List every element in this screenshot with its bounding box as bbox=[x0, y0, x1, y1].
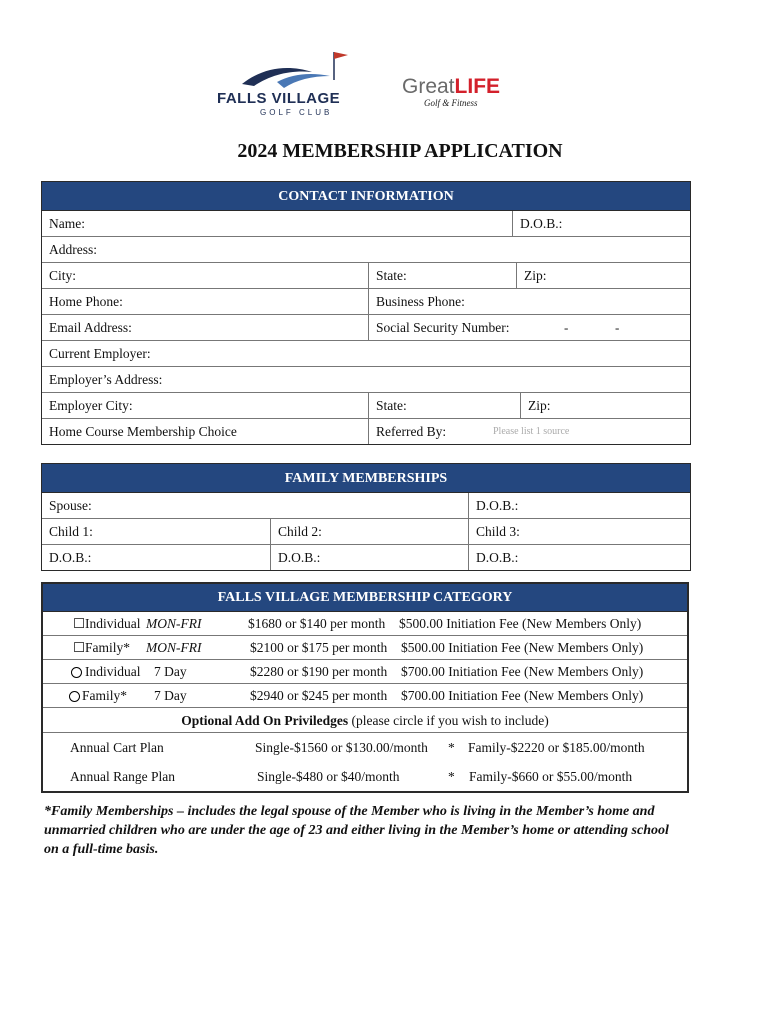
child-3-field[interactable]: Child 3: bbox=[468, 519, 690, 544]
optional-note: (please circle if you wish to include) bbox=[351, 713, 549, 728]
category-days: 7 Day bbox=[154, 688, 187, 703]
greatlife-logo bbox=[402, 76, 522, 110]
category-fee: $700.00 Initiation Fee (New Members Only) bbox=[401, 688, 644, 703]
state-field[interactable]: State: bbox=[368, 263, 516, 288]
family-header: FAMILY MEMBERSHIPS bbox=[42, 464, 690, 493]
business-phone-field[interactable]: Business Phone: bbox=[368, 289, 690, 314]
category-fee: $500.00 Initiation Fee (New Members Only) bbox=[399, 616, 642, 631]
addon-separator: * bbox=[448, 740, 455, 755]
row-employer-address bbox=[42, 367, 690, 393]
employer-city-field[interactable]: Employer City: bbox=[49, 398, 133, 413]
referred-by-field[interactable]: Referred By: bbox=[368, 419, 690, 444]
category-type: Individual bbox=[85, 664, 141, 679]
contact-header: CONTACT INFORMATION bbox=[42, 182, 690, 211]
addon-name: Annual Range Plan bbox=[70, 769, 175, 784]
email-field[interactable]: Email Address: bbox=[49, 320, 132, 335]
category-price: $2940 or $245 per month bbox=[250, 688, 388, 703]
spouse-field[interactable]: Spouse: bbox=[49, 498, 92, 513]
child-1-field[interactable]: Child 1: bbox=[49, 524, 93, 539]
row-address bbox=[42, 237, 690, 263]
checkbox-icon[interactable]: ☐ bbox=[73, 640, 86, 655]
row-children bbox=[42, 519, 690, 545]
row-email bbox=[42, 315, 690, 341]
addon-family[interactable]: Family-$660 or $55.00/month bbox=[469, 769, 633, 784]
row-spouse bbox=[42, 493, 690, 519]
membership-category-table bbox=[41, 582, 689, 793]
employer-field[interactable]: Current Employer: bbox=[49, 346, 151, 361]
referred-hint: Please list 1 source bbox=[493, 426, 570, 437]
ssn-dash-2: - bbox=[615, 320, 620, 335]
row-course bbox=[42, 419, 690, 444]
addon-single[interactable]: Single-$480 or $40/month bbox=[257, 769, 400, 784]
category-days: 7 Day bbox=[154, 664, 187, 679]
addon-name: Annual Cart Plan bbox=[70, 740, 164, 755]
category-price: $1680 or $140 per month bbox=[248, 616, 386, 631]
bird-flag-icon bbox=[232, 46, 362, 92]
page-title: 2024 MEMBERSHIP APPLICATION bbox=[237, 140, 563, 162]
category-type: Family* bbox=[85, 640, 131, 655]
ssn-field[interactable]: Social Security Number: bbox=[368, 315, 690, 340]
radio-circle-icon[interactable] bbox=[71, 660, 85, 683]
falls-village-logo bbox=[212, 46, 372, 116]
address-field[interactable]: Address: bbox=[49, 242, 97, 257]
addon-family[interactable]: Family-$2220 or $185.00/month bbox=[468, 740, 645, 755]
falls-village-sub: GOLF CLUB bbox=[260, 108, 333, 117]
ssn-dash-1: - bbox=[564, 320, 569, 335]
child-1-dob-field[interactable]: D.O.B.: bbox=[49, 550, 92, 565]
spouse-dob-field[interactable]: D.O.B.: bbox=[468, 493, 690, 518]
row-children-dob bbox=[42, 545, 690, 570]
category-type: Individual bbox=[85, 616, 141, 631]
greatlife-sub: Golf & Fitness bbox=[424, 98, 478, 108]
dob-field[interactable]: D.O.B.: bbox=[512, 211, 690, 236]
row-employer bbox=[42, 341, 690, 367]
category-days: MON-FRI bbox=[146, 616, 202, 631]
employer-state-field[interactable]: State: bbox=[368, 393, 520, 418]
category-price: $2280 or $190 per month bbox=[250, 664, 388, 679]
category-row[interactable] bbox=[43, 660, 687, 684]
city-field[interactable]: City: bbox=[49, 268, 77, 283]
category-row[interactable] bbox=[43, 636, 687, 660]
name-field[interactable]: Name: bbox=[49, 216, 85, 231]
category-price: $2100 or $175 per month bbox=[250, 640, 388, 655]
row-phone bbox=[42, 289, 690, 315]
course-choice-field[interactable]: Home Course Membership Choice bbox=[49, 424, 237, 439]
category-row[interactable] bbox=[43, 684, 687, 708]
child-3-dob-field[interactable]: D.O.B.: bbox=[468, 545, 690, 570]
addon-single[interactable]: Single-$1560 or $130.00/month bbox=[255, 740, 428, 755]
addon-row[interactable] bbox=[43, 762, 687, 791]
category-days: MON-FRI bbox=[146, 640, 202, 655]
child-2-dob-field[interactable]: D.O.B.: bbox=[270, 545, 468, 570]
employer-address-field[interactable]: Employer’s Address: bbox=[49, 372, 163, 387]
category-type: Family* bbox=[82, 688, 128, 703]
zip-field[interactable]: Zip: bbox=[516, 263, 690, 288]
category-fee: $500.00 Initiation Fee (New Members Only) bbox=[401, 640, 644, 655]
home-phone-field[interactable]: Home Phone: bbox=[49, 294, 123, 309]
addon-separator: * bbox=[448, 769, 455, 784]
contact-information-table bbox=[41, 181, 691, 445]
category-fee: $700.00 Initiation Fee (New Members Only) bbox=[401, 664, 644, 679]
falls-village-name: FALLS VILLAGE bbox=[217, 90, 341, 107]
optional-addons-heading bbox=[43, 708, 687, 733]
row-name bbox=[42, 211, 690, 237]
child-2-field[interactable]: Child 2: bbox=[270, 519, 468, 544]
greatlife-name: GreatLIFE bbox=[402, 75, 501, 98]
family-memberships-table bbox=[41, 463, 691, 571]
category-header: FALLS VILLAGE MEMBERSHIP CATEGORY bbox=[43, 584, 687, 612]
family-footnote: *Family Memberships – includes the legal spouse of the Member who is living in the Member’s home and unmarried children who are under the age of 23 and either living in the Member’s home or attending school on a full-time basis. bbox=[44, 804, 669, 857]
row-city bbox=[42, 263, 690, 289]
radio-circle-icon[interactable] bbox=[69, 684, 83, 707]
row-employer-city bbox=[42, 393, 690, 419]
category-row[interactable] bbox=[43, 612, 687, 636]
checkbox-icon[interactable]: ☐ bbox=[73, 616, 86, 631]
employer-zip-field[interactable]: Zip: bbox=[520, 393, 690, 418]
addon-row[interactable] bbox=[43, 733, 687, 762]
optional-bold: Optional Add On Priviledges bbox=[181, 713, 349, 728]
